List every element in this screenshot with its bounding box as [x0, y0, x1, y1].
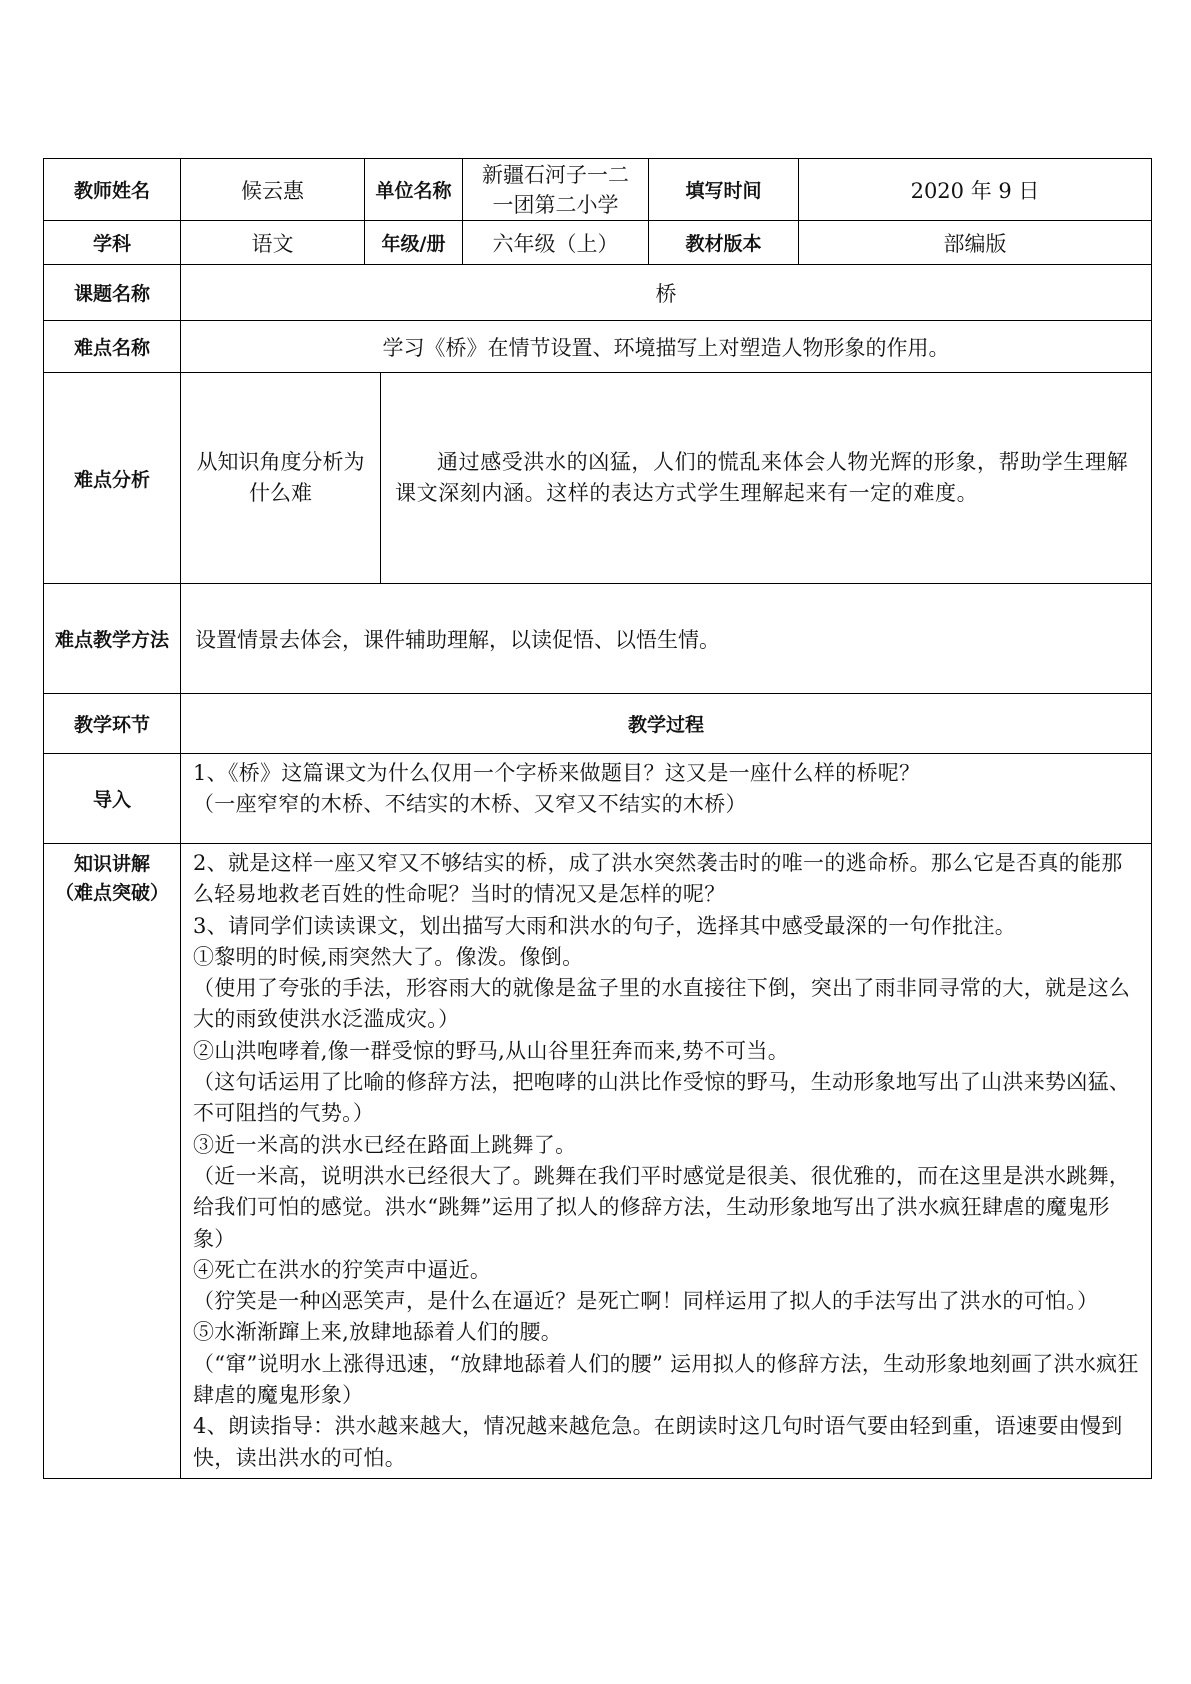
date-label: 填写时间 — [649, 159, 799, 221]
analysis-answer: 通过感受洪水的凶猛，人们的慌乱来体会人物光辉的形象，帮助学生理解课文深刻内涵。这样的表达方式学生理解起来有一定的难度。 — [395, 450, 1129, 505]
knowledge-line: （“窜”说明水上涨得迅速，“放肆地舔着人们的腰” 运用拟人的修辞方法，生动形象地刻画了洪水疯狂肆虐的魔鬼形象） — [193, 1351, 1139, 1408]
knowledge-label-line1: 知识讲解 — [73, 853, 150, 875]
knowledge-label-line2: （难点突破） — [54, 882, 169, 904]
knowledge-line: （狞笑是一种凶恶笑声，是什么在逼近？是死亡啊！同样运用了拟人的手法写出了洪水的可怕。） — [193, 1289, 1099, 1314]
topic-value: 桥 — [181, 265, 1152, 321]
topic-label: 课题名称 — [44, 265, 181, 321]
knowledge-line: ①黎明的时候,雨突然大了。像泼。像倒。 — [193, 944, 584, 969]
knowledge-label — [44, 844, 181, 1479]
process-header-row — [44, 694, 1152, 754]
knowledge-line: （近一米高，说明洪水已经很大了。跳舞在我们平时感觉是很美、很优雅的，而在这里是洪水跳舞，给我们可怕的感觉。洪水“跳舞”运用了拟人的修辞方法，生动形象地写出了洪水疯狂肆虐的魔鬼形象） — [193, 1163, 1131, 1251]
analysis-row — [44, 373, 1152, 584]
intro-row — [44, 754, 1152, 844]
intro-line: 1、《桥》这篇课文为什么仅用一个字桥来做题目？这又是一座什么样的桥呢？ — [193, 761, 921, 785]
knowledge-content — [181, 844, 1152, 1479]
method-row — [44, 584, 1152, 694]
knowledge-line: （使用了夸张的手法，形容雨大的就像是盆子里的水直接往下倒，突出了雨非同寻常的大，就是这么大的雨致使洪水泛滥成灾。） — [193, 976, 1131, 1032]
unit-value — [463, 159, 649, 221]
method-label: 难点教学方法 — [44, 584, 181, 694]
intro-label: 导入 — [44, 754, 181, 844]
unit-value-line1: 新疆石河子一二 — [482, 162, 629, 187]
edition-label: 教材版本 — [649, 221, 799, 265]
stage-header: 教学环节 — [44, 694, 181, 754]
difficulty-value: 学习《桥》在情节设置、环境描写上对塑造人物形象的作用。 — [181, 321, 1152, 373]
difficulty-label: 难点名称 — [44, 321, 181, 373]
header-row-1 — [44, 159, 1152, 221]
knowledge-line: 2、就是这样一座又窄又不够结实的桥，成了洪水突然袭击时的唯一的逃命桥。那么它是否真的能那么轻易地救老百姓的性命呢？当时的情况又是怎样的呢？ — [193, 851, 1123, 907]
knowledge-line: 3、请同学们读读课文，划出描写大雨和洪水的句子，选择其中感受最深的一句作批注。 — [193, 913, 1017, 938]
knowledge-line: 4、朗读指导：洪水越来越大，情况越来越危急。在朗读时这几句时语气要由轻到重，语速要由慢到快，读出洪水的可怕。 — [193, 1414, 1123, 1470]
process-header: 教学过程 — [181, 694, 1152, 754]
lesson-plan-table — [43, 158, 1152, 1479]
knowledge-line: （这句话运用了比喻的修辞方法，把咆哮的山洪比作受惊的野马，生动形象地写出了山洪来势凶猛、不可阻挡的气势。） — [193, 1070, 1131, 1126]
teacher-label: 教师姓名 — [44, 159, 181, 221]
method-value: 设置情景去体会，课件辅助理解，以读促悟、以悟生情。 — [181, 584, 1152, 694]
grade-label: 年级/册 — [365, 221, 463, 265]
subject-value: 语文 — [181, 221, 365, 265]
analysis-answer-box — [381, 373, 1151, 583]
edition-value: 部编版 — [799, 221, 1152, 265]
knowledge-line: ③近一米高的洪水已经在路面上跳舞了。 — [193, 1132, 577, 1157]
intro-line: （一座窄窄的木桥、不结实的木桥、又窄又不结实的木桥） — [193, 792, 747, 817]
knowledge-line: ②山洪咆哮着,像一群受惊的野马,从山谷里狂奔而来,势不可当。 — [193, 1038, 790, 1063]
analysis-question: 从知识角度分析为什么难 — [181, 373, 381, 583]
date-value: 2020 年 9 日 — [799, 159, 1152, 221]
knowledge-row — [44, 844, 1152, 1479]
analysis-label: 难点分析 — [44, 373, 181, 584]
unit-label: 单位名称 — [365, 159, 463, 221]
knowledge-line: ④死亡在洪水的狞笑声中逼近。 — [193, 1257, 492, 1282]
analysis-cell — [181, 373, 1152, 584]
subject-label: 学科 — [44, 221, 181, 265]
header-row-2 — [44, 221, 1152, 265]
intro-content — [181, 754, 1152, 844]
topic-row — [44, 265, 1152, 321]
knowledge-line: ⑤水渐渐蹿上来,放肆地舔着人们的腰。 — [193, 1320, 563, 1345]
difficulty-row — [44, 321, 1152, 373]
unit-value-line2: 一团第二小学 — [492, 192, 619, 217]
grade-value: 六年级（上） — [463, 221, 649, 265]
teacher-value: 候云惠 — [181, 159, 365, 221]
